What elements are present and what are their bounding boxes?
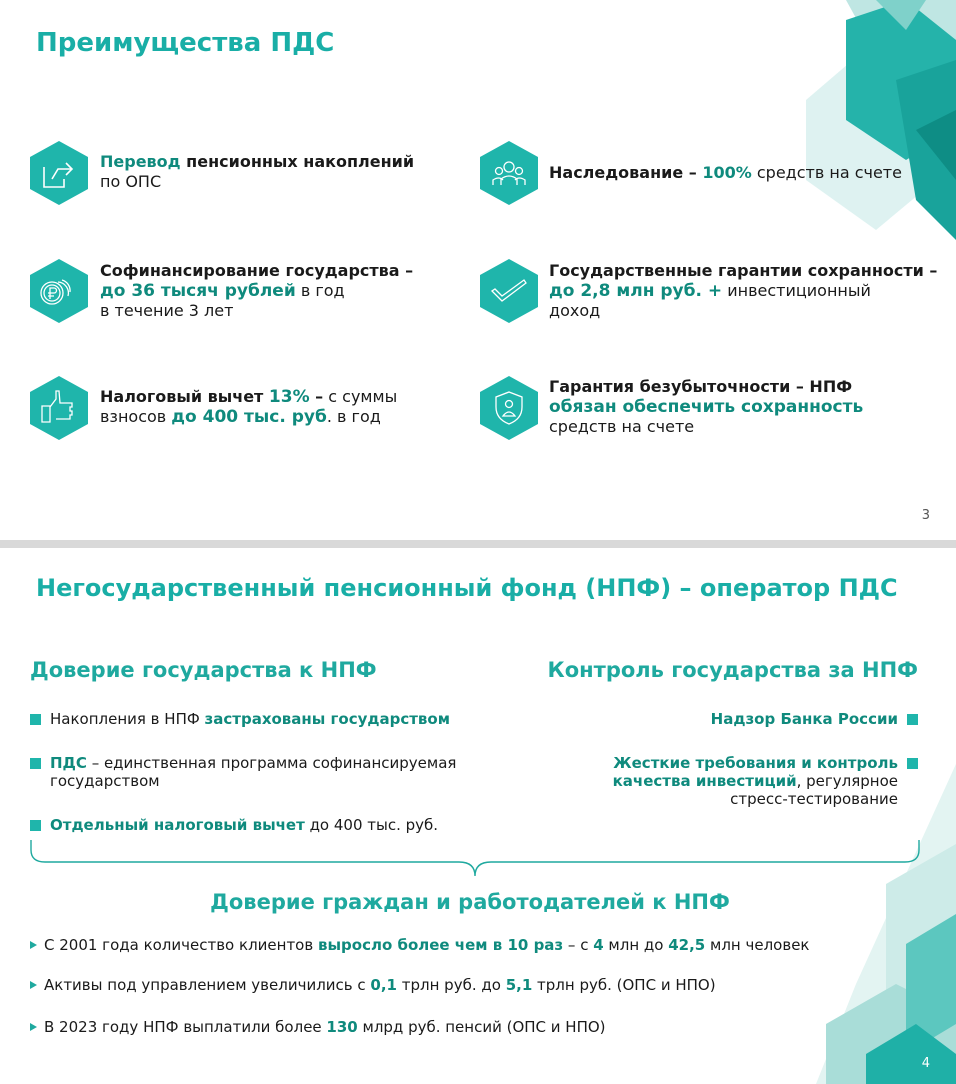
benefit-text: пенсионных накоплений — [180, 152, 415, 171]
slide-3 — [0, 0, 956, 540]
decorative-hexagon-pattern — [796, 764, 956, 1084]
right-section-heading: Контроль государства за НПФ — [547, 658, 918, 682]
bottom-bullet — [30, 936, 809, 954]
right-bullet — [578, 754, 918, 808]
right-bullet — [711, 710, 918, 728]
benefit-inheritance — [549, 163, 902, 183]
bullet-text: млн человек — [705, 936, 810, 954]
shield-person-icon — [480, 376, 538, 440]
bullet-text: , регулярное стресс-тестирование — [730, 772, 898, 808]
left-bullet — [30, 754, 510, 790]
bullet-text: Активы под управлением увеличились с — [44, 976, 371, 994]
bullet-highlight: 4 — [593, 936, 604, 954]
bullet-highlight: 0,1 — [370, 976, 397, 994]
ruble-coins-icon — [30, 259, 88, 323]
bottom-bullet — [30, 976, 716, 994]
benefit-highlight: до 2,8 млн руб. + — [549, 281, 723, 301]
benefit-state-guarantee — [549, 261, 937, 321]
bullet-text: млрд руб. пенсий (ОПС и НПО) — [357, 1018, 606, 1036]
thumbs-up-icon — [30, 376, 88, 440]
slide-divider — [0, 540, 956, 548]
benefit-highlight: 100% — [702, 163, 752, 182]
benefit-text: . в год — [326, 407, 381, 426]
benefit-highlight: Перевод — [100, 152, 181, 171]
bullet-text: трлн руб. (ОПС и НПО) — [532, 976, 716, 994]
bullet-text: В 2023 году НПФ выплатили более — [44, 1018, 327, 1036]
benefit-text: в течение 3 лет — [100, 301, 234, 320]
page-number: 3 — [921, 508, 930, 523]
benefit-text: инвестиционный — [722, 281, 871, 300]
benefit-no-loss-guarantee — [549, 377, 863, 437]
bullet-text: млн до — [603, 936, 669, 954]
benefit-transfer — [100, 152, 414, 192]
people-group-icon — [480, 141, 538, 205]
benefit-text: – — [309, 387, 324, 406]
bullet-text: до 400 тыс. руб. — [304, 816, 439, 834]
benefit-text: Государственные гарантии сохранности – — [549, 261, 938, 280]
slide-title: Преимущества ПДС — [36, 28, 335, 58]
benefit-highlight: обязан обеспечить сохранность — [549, 397, 864, 417]
benefit-text: Софинансирование государства – — [100, 261, 414, 280]
left-bullet — [30, 710, 450, 728]
bullet-text: – единственная программа софинансируемая государством — [50, 754, 457, 790]
benefit-tax-deduction — [100, 387, 397, 427]
benefit-highlight: 13% — [268, 387, 310, 407]
bullet-text: трлн руб. до — [396, 976, 506, 994]
slide-title: Негосударственный пенсионный фонд (НПФ) – оператор ПДС — [36, 574, 898, 602]
bullet-highlight: 5,1 — [505, 976, 533, 994]
decorative-hexagon-pattern — [786, 0, 956, 250]
benefit-text: средств на счете — [751, 163, 902, 182]
bullet-highlight: застрахованы государством — [204, 710, 450, 728]
bottom-section-heading: Доверие граждан и работодателей к НПФ — [210, 890, 730, 914]
bullet-highlight: Надзор Банка России — [710, 710, 898, 728]
benefit-highlight: до 400 тыс. руб — [171, 407, 327, 427]
benefit-text: взносов — [100, 407, 172, 426]
left-bullet — [30, 816, 438, 834]
left-section-heading: Доверие государства к НПФ — [30, 658, 377, 682]
bullet-highlight: 130 — [326, 1018, 358, 1036]
bullet-text: – с — [563, 936, 594, 954]
bullet-highlight: Жесткие требования и контроль качества инвестиций — [612, 754, 898, 790]
benefit-highlight: до 36 тысяч рублей — [100, 281, 296, 301]
benefit-text: с суммы — [323, 387, 398, 406]
bullet-highlight: ПДС — [50, 754, 87, 772]
benefit-cofinancing — [100, 261, 413, 321]
benefit-text: средств на счете — [549, 417, 695, 436]
bullet-highlight: 42,5 — [668, 936, 706, 954]
slide-4 — [0, 548, 956, 1084]
benefit-text: в год — [295, 281, 345, 300]
benefit-text: Гарантия безубыточности – НПФ — [549, 377, 853, 396]
benefit-text: Налоговый вычет — [100, 387, 269, 406]
page-number: 4 — [921, 1056, 930, 1071]
checkmark-icon — [480, 259, 538, 323]
benefit-text: по ОПС — [100, 172, 162, 191]
bottom-bullet — [30, 1018, 606, 1036]
bullet-highlight: выросло более чем в 10 раз — [317, 936, 564, 954]
bullet-highlight: Отдельный налоговый вычет — [50, 816, 305, 834]
bullet-text: С 2001 года количество клиентов — [44, 936, 318, 954]
transfer-arrow-icon — [30, 141, 88, 205]
bullet-text: Накопления в НПФ — [50, 710, 205, 728]
benefit-text: доход — [549, 301, 601, 320]
curly-brace — [30, 838, 920, 878]
benefit-text: Наследование – — [549, 163, 703, 182]
